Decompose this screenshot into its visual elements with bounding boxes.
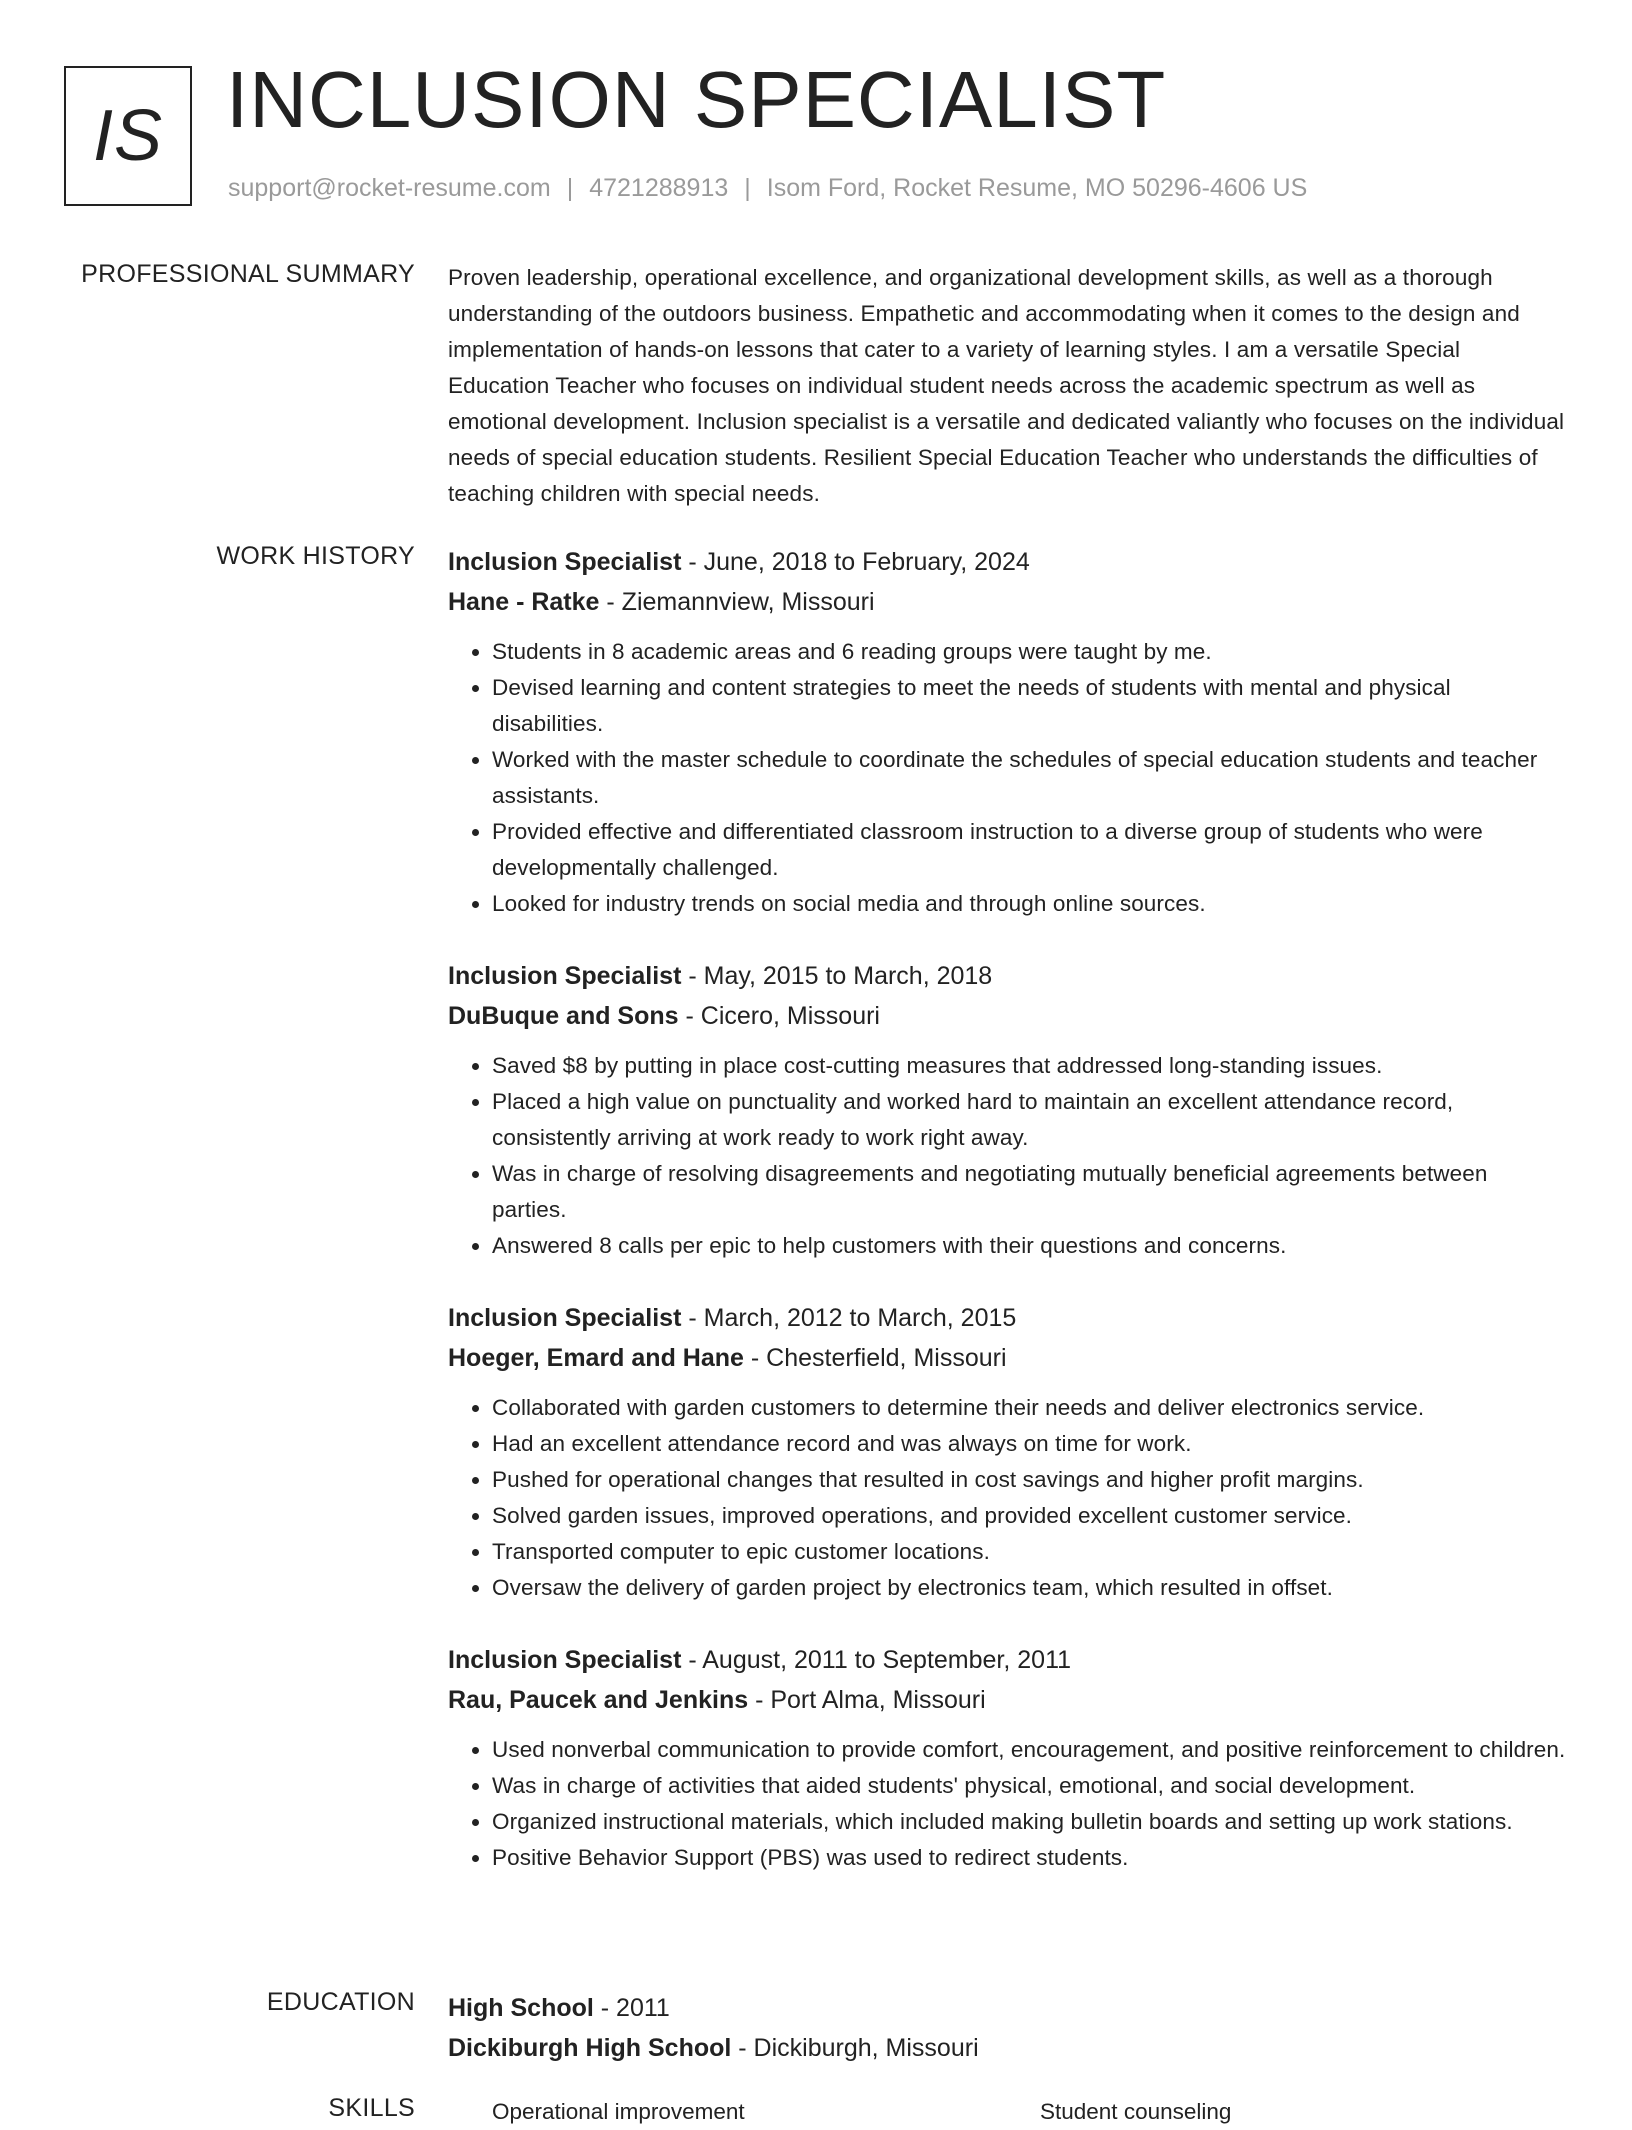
list-item: • Was in charge of resolving disagreements and negotiating mutually beneficial agreements between parties. [492,1156,1568,1228]
email-text[interactable]: support@rocket-resume.com [228,174,551,202]
section-heading-skills: SKILLS [328,2094,415,2122]
job-entry [448,1298,1568,1606]
contact-separator: | [566,174,574,202]
job-title-line [448,542,1568,582]
list-item: • Oversaw the delivery of garden project by electronics team, which resulted in offset. [492,1570,1568,1606]
list-item: • Transported computer to epic customer locations. [492,1534,1568,1570]
phone-text: 4721288913 [589,174,729,202]
list-item: • Saved $8 by putting in place cost-cutting measures that addressed long-standing issues. [492,1048,1568,1084]
job-company: DuBuque and Sons [448,1002,679,1030]
job-entry [448,956,1568,1264]
job-company: Hoeger, Emard and Hane [448,1344,744,1372]
list-item: • Pushed for operational changes that resulted in cost savings and higher profit margins. [492,1462,1568,1498]
contact-line [228,174,1307,203]
list-item: • Devised learning and content strategies to meet the needs of students with mental and physical disabilities. [492,670,1568,742]
job-location: - Cicero, Missouri [678,1002,880,1030]
job-title: Inclusion Specialist [448,1304,682,1332]
job-bullets [448,1048,1568,1264]
job-entry [448,542,1568,922]
skill-item: Operational improvement [492,2099,745,2124]
job-dates: - March, 2012 to March, 2015 [681,1304,1017,1332]
job-company-line [448,1680,1568,1720]
work-history-body [448,542,1568,1910]
job-dates: - May, 2015 to March, 2018 [681,962,993,990]
job-company-line [448,1338,1568,1378]
summary-body [448,260,1568,512]
job-entry [448,1640,1568,1876]
job-title: Inclusion Specialist [448,962,682,990]
section-heading-summary: PROFESSIONAL SUMMARY [81,260,415,288]
job-title-line [448,1298,1568,1338]
section-heading-education: EDUCATION [266,1988,415,2016]
skill-item: Student counseling [1040,2099,1232,2124]
list-item: • Answered 8 calls per epic to help customers with their questions and concerns. [492,1228,1568,1264]
job-location: - Chesterfield, Missouri [743,1344,1007,1372]
section-heading-work-history: WORK HISTORY [216,542,415,570]
job-company: Hane - Ratke [448,588,600,616]
address-text: Isom Ford, Rocket Resume, MO 50296-4606 US [766,174,1308,202]
list-item: • Worked with the master schedule to coordinate the schedules of special education students and teacher assistants. [492,742,1568,814]
education-school-line [448,2028,1568,2068]
list-item: • Positive Behavior Support (PBS) was used to redirect students. [492,1840,1568,1876]
list-item: • Collaborated with garden customers to determine their needs and deliver electronics service. [492,1390,1568,1426]
job-bullets [448,634,1568,922]
list-item: • Organized instructional materials, which included making bulletin boards and setting up work stations. [492,1804,1568,1840]
list-item: • Provided effective and differentiated classroom instruction to a diverse group of students who were developmentally challenged. [492,814,1568,886]
job-title-line [448,956,1568,996]
list-item: • Was in charge of activities that aided students' physical, emotional, and social development. [492,1768,1568,1804]
list-item: • Used nonverbal communication to provide comfort, encouragement, and positive reinforcement to children. [492,1732,1568,1768]
summary-text: Proven leadership, operational excellence, and organizational development skills, as well as a thorough understanding of the outdoors business. Empathetic and accommodating when it comes to the design and implementation of hands-on lessons that cater to a variety of learning styles. I am a versatile Special Education Teacher who focuses on individual student needs across the academic spectrum as well as emotional development. Inclusion specialist is a versatile and dedicated valiantly who focuses on the individual needs of special education students. Resilient Special Education Teacher who understands the difficulties of teaching children with special needs. [448,265,1565,506]
job-company-line [448,582,1568,622]
job-company-line [448,996,1568,1036]
education-year: - 2011 [593,1994,670,2022]
job-company: Rau, Paucek and Jenkins [448,1686,749,1714]
job-title: Inclusion Specialist [448,1646,682,1674]
list-item: • Had an excellent attendance record and was always on time for work. [492,1426,1568,1462]
education-school: Dickiburgh High School [448,2034,732,2062]
page-title: INCLUSION SPECIALIST [226,55,1167,144]
job-bullets [448,1732,1568,1876]
job-location: - Port Alma, Missouri [748,1686,986,1714]
education-degree-line [448,1988,1568,2028]
job-bullets [448,1390,1568,1606]
job-dates: - August, 2011 to September, 2011 [681,1646,1072,1674]
contact-separator: | [744,174,751,202]
list-item: • Students in 8 academic areas and 6 reading groups were taught by me. [492,634,1568,670]
list-item: • Looked for industry trends on social media and through online sources. [492,886,1568,922]
job-dates: - June, 2018 to February, 2024 [681,548,1030,576]
education-body [448,1988,1568,2068]
job-title-line [448,1640,1568,1680]
job-title: Inclusion Specialist [448,548,682,576]
list-item: • Solved garden issues, improved operations, and provided excellent customer service. [492,1498,1568,1534]
education-location: - Dickiburgh, Missouri [731,2034,979,2062]
list-item: • Placed a high value on punctuality and worked hard to maintain an excellent attendance record, consistently arriving at work ready to work right away. [492,1084,1568,1156]
monogram-logo: IS [64,66,192,206]
education-degree: High School [448,1994,594,2022]
job-location: - Ziemannview, Missouri [599,588,875,616]
